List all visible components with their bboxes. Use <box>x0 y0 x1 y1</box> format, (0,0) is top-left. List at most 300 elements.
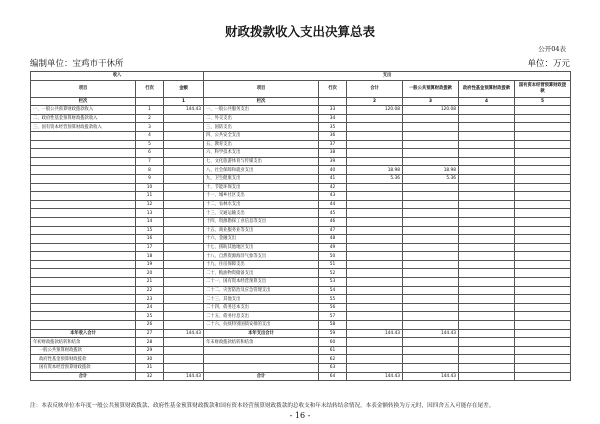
income-amount: 144.43 <box>164 329 204 338</box>
col-item: 项目 <box>31 80 136 97</box>
expense-total <box>347 157 403 166</box>
currency-unit: 单位：万元 <box>527 59 570 69</box>
col-number: 3 <box>403 97 459 106</box>
income-item <box>31 260 136 269</box>
expense-state-capital <box>515 217 571 226</box>
expense-item: 一、一般公共服务支出 <box>204 106 319 115</box>
expense-gov-fund <box>459 295 515 304</box>
expense-item: 十一、城乡社区支出 <box>204 192 319 201</box>
expense-item: 十三、交通运输支出 <box>204 209 319 218</box>
income-line: 30 <box>136 355 164 364</box>
income-amount <box>164 278 204 287</box>
expense-line: 34 <box>319 114 347 123</box>
income-amount <box>164 235 204 244</box>
income-amount <box>164 260 204 269</box>
expense-state-capital <box>515 303 571 312</box>
income-line: 2 <box>136 114 164 123</box>
expense-gov-fund <box>459 200 515 209</box>
income-item: 年初财政拨款结转和结余 <box>31 338 136 347</box>
expense-line: 57 <box>319 312 347 321</box>
expense-item: 本年支出合计 <box>204 329 319 338</box>
table-row <box>31 226 571 235</box>
income-line: 18 <box>136 252 164 261</box>
income-line: 7 <box>136 157 164 166</box>
expense-total <box>347 269 403 278</box>
expense-state-capital <box>515 355 571 364</box>
income-amount <box>164 166 204 175</box>
table-code: 公开04表 <box>538 45 566 53</box>
income-amount <box>164 338 204 347</box>
income-amount <box>164 346 204 355</box>
income-line: 27 <box>136 329 164 338</box>
income-line: 26 <box>136 321 164 330</box>
income-item <box>31 140 136 149</box>
table-row <box>31 174 571 183</box>
expense-state-capital <box>515 260 571 269</box>
expense-line: 64 <box>319 372 347 381</box>
table-row <box>31 364 571 373</box>
table-row <box>31 140 571 149</box>
expense-state-capital <box>515 140 571 149</box>
income-line: 16 <box>136 235 164 244</box>
expense-line: 49 <box>319 243 347 252</box>
expense-line: 37 <box>319 140 347 149</box>
income-item <box>31 166 136 175</box>
expense-state-capital <box>515 157 571 166</box>
expense-general-budget <box>403 312 459 321</box>
table-row <box>31 260 571 269</box>
expense-general-budget <box>403 157 459 166</box>
expense-total <box>347 200 403 209</box>
income-amount: 144.43 <box>164 372 204 381</box>
expense-general-budget <box>403 260 459 269</box>
income-line: 3 <box>136 123 164 132</box>
expense-item: 二十二、灾害防治及应急管理支出 <box>204 286 319 295</box>
income-item <box>31 312 136 321</box>
expense-total <box>347 243 403 252</box>
table-row <box>31 312 571 321</box>
expense-gov-fund <box>459 209 515 218</box>
expense-item: 七、文化旅游体育与传媒支出 <box>204 157 319 166</box>
col-gov-fund: 政府性基金预算财政拨款 <box>459 80 515 97</box>
income-item <box>31 217 136 226</box>
table-row <box>31 321 571 330</box>
expense-item: 九、卫生健康支出 <box>204 174 319 183</box>
income-item: 二、政府性基金预算财政拨款收入 <box>31 114 136 123</box>
expense-general-budget <box>403 192 459 201</box>
expense-item: 十六、金融支出 <box>204 235 319 244</box>
col-line: 行次 <box>136 80 164 97</box>
expense-state-capital <box>515 200 571 209</box>
expense-item: 八、社会保障和就业支出 <box>204 166 319 175</box>
expense-gov-fund <box>459 312 515 321</box>
income-line: 31 <box>136 364 164 373</box>
expense-gov-fund <box>459 140 515 149</box>
expense-line: 39 <box>319 157 347 166</box>
income-line: 15 <box>136 226 164 235</box>
income-line: 29 <box>136 346 164 355</box>
income-item <box>31 157 136 166</box>
col-label: 栏次 <box>204 97 319 106</box>
expense-state-capital <box>515 338 571 347</box>
expense-item: 十、节能环保支出 <box>204 183 319 192</box>
income-line: 20 <box>136 269 164 278</box>
expense-state-capital <box>515 131 571 140</box>
expense-total <box>347 140 403 149</box>
table-row <box>31 183 571 192</box>
income-amount <box>164 252 204 261</box>
table-row <box>31 278 571 287</box>
expense-gov-fund <box>459 114 515 123</box>
table-row <box>31 200 571 209</box>
income-amount <box>164 217 204 226</box>
expense-state-capital <box>515 209 571 218</box>
expense-state-capital <box>515 226 571 235</box>
expense-line: 35 <box>319 123 347 132</box>
expense-item: 四、公共安全支出 <box>204 131 319 140</box>
expense-item: 十二、农林水支出 <box>204 200 319 209</box>
expense-general-budget <box>403 123 459 132</box>
income-item: 本年收入合计 <box>31 329 136 338</box>
expense-item: 合计 <box>204 372 319 381</box>
expense-state-capital <box>515 174 571 183</box>
expense-state-capital <box>515 166 571 175</box>
table-row <box>31 131 571 140</box>
expense-line: 43 <box>319 192 347 201</box>
income-amount <box>164 355 204 364</box>
expense-general-budget <box>403 278 459 287</box>
expense-total <box>347 192 403 201</box>
expense-state-capital <box>515 235 571 244</box>
expense-item: 年末财政拨款结转和结余 <box>204 338 319 347</box>
income-amount <box>164 286 204 295</box>
expense-line: 46 <box>319 217 347 226</box>
income-item: 三、国有资本经营预算财政拨款收入 <box>31 123 136 132</box>
income-header: 收入 <box>31 72 204 81</box>
income-item: 国有资本经营预算财政拨款 <box>31 364 136 373</box>
expense-item: 三、国防支出 <box>204 123 319 132</box>
table-row <box>31 123 571 132</box>
expense-line: 53 <box>319 278 347 287</box>
expense-state-capital <box>515 149 571 158</box>
expense-general-budget <box>403 269 459 278</box>
expense-line: 38 <box>319 149 347 158</box>
table-row <box>31 295 571 304</box>
income-line: 5 <box>136 140 164 149</box>
income-line: 21 <box>136 278 164 287</box>
expense-gov-fund <box>459 243 515 252</box>
expense-general-budget <box>403 140 459 149</box>
expense-general-budget <box>403 217 459 226</box>
income-item <box>31 226 136 235</box>
table-row <box>31 252 571 261</box>
expense-gov-fund <box>459 226 515 235</box>
expense-general-budget <box>403 114 459 123</box>
income-amount <box>164 149 204 158</box>
income-item <box>31 131 136 140</box>
income-amount <box>164 226 204 235</box>
expense-line: 42 <box>319 183 347 192</box>
expense-state-capital <box>515 295 571 304</box>
income-line: 1 <box>136 106 164 115</box>
income-item <box>31 200 136 209</box>
expense-gov-fund <box>459 166 515 175</box>
table-row <box>31 106 571 115</box>
expense-general-budget <box>403 235 459 244</box>
income-line: 9 <box>136 174 164 183</box>
income-line: 6 <box>136 149 164 158</box>
expense-line: 40 <box>319 166 347 175</box>
expense-gov-fund <box>459 235 515 244</box>
expense-general-budget <box>403 338 459 347</box>
expense-item: 二、外交支出 <box>204 114 319 123</box>
expense-general-budget <box>403 303 459 312</box>
expense-gov-fund <box>459 183 515 192</box>
expense-line: 48 <box>319 235 347 244</box>
expense-gov-fund <box>459 372 515 381</box>
income-amount <box>164 312 204 321</box>
expense-general-budget <box>403 149 459 158</box>
expense-total: 144.43 <box>347 329 403 338</box>
expense-state-capital <box>515 321 571 330</box>
col-label: 栏次 <box>31 97 136 106</box>
expense-general-budget <box>403 252 459 261</box>
expense-general-budget: 144.43 <box>403 329 459 338</box>
income-amount <box>164 114 204 123</box>
expense-total: 144.43 <box>347 372 403 381</box>
expense-general-budget <box>403 321 459 330</box>
expense-line: 51 <box>319 260 347 269</box>
income-line: 13 <box>136 209 164 218</box>
expense-gov-fund <box>459 355 515 364</box>
expense-item: 二十、粮油物资储备支出 <box>204 269 319 278</box>
expense-gov-fund <box>459 269 515 278</box>
income-amount <box>164 303 204 312</box>
table-row <box>31 217 571 226</box>
expense-gov-fund <box>459 338 515 347</box>
expense-line: 56 <box>319 303 347 312</box>
expense-total <box>347 149 403 158</box>
expense-line: 36 <box>319 131 347 140</box>
expense-general-budget <box>403 209 459 218</box>
expense-state-capital <box>515 278 571 287</box>
expense-total <box>347 226 403 235</box>
income-line: 14 <box>136 217 164 226</box>
table-row <box>31 346 571 355</box>
income-item: 一般公共预算财政拨款 <box>31 346 136 355</box>
income-line: 28 <box>136 338 164 347</box>
income-item <box>31 243 136 252</box>
expense-total <box>347 303 403 312</box>
expense-item: 十七、援助其他地区支出 <box>204 243 319 252</box>
table-row <box>31 235 571 244</box>
expense-item: 二十五、债务付息支出 <box>204 312 319 321</box>
table-row <box>31 157 571 166</box>
table-row <box>31 329 571 338</box>
expense-line: 52 <box>319 269 347 278</box>
expense-total <box>347 321 403 330</box>
col-number: 2 <box>347 97 403 106</box>
expense-gov-fund <box>459 174 515 183</box>
income-item <box>31 174 136 183</box>
income-line: 17 <box>136 243 164 252</box>
expense-total <box>347 252 403 261</box>
expense-gov-fund <box>459 286 515 295</box>
income-item <box>31 209 136 218</box>
col-total: 合计 <box>347 80 403 97</box>
income-item <box>31 183 136 192</box>
expense-line: 55 <box>319 295 347 304</box>
expense-gov-fund <box>459 364 515 373</box>
expense-total <box>347 131 403 140</box>
expense-gov-fund <box>459 123 515 132</box>
income-line: 23 <box>136 295 164 304</box>
col-amount: 金额 <box>164 80 204 97</box>
expense-general-budget: 5.36 <box>403 174 459 183</box>
expense-state-capital <box>515 243 571 252</box>
expense-total <box>347 260 403 269</box>
expense-gov-fund <box>459 157 515 166</box>
income-line: 19 <box>136 260 164 269</box>
table-row <box>31 166 571 175</box>
col-number: 4 <box>459 97 515 106</box>
expense-gov-fund <box>459 217 515 226</box>
income-line: 25 <box>136 312 164 321</box>
expense-line: 33 <box>319 106 347 115</box>
income-item <box>31 192 136 201</box>
expense-total <box>347 355 403 364</box>
income-amount <box>164 140 204 149</box>
column-header-row <box>31 80 571 97</box>
table-row <box>31 338 571 347</box>
expense-gov-fund <box>459 260 515 269</box>
expense-gov-fund <box>459 346 515 355</box>
table-row <box>31 355 571 364</box>
income-item <box>31 286 136 295</box>
page-number: - 16 - <box>289 411 311 420</box>
expense-general-budget <box>403 364 459 373</box>
expense-item: 十五、商业服务业等支出 <box>204 226 319 235</box>
expense-item <box>204 346 319 355</box>
expense-line: 54 <box>319 286 347 295</box>
expense-line: 59 <box>319 329 347 338</box>
expense-gov-fund <box>459 192 515 201</box>
table-row <box>31 209 571 218</box>
expense-line: 58 <box>319 321 347 330</box>
income-item <box>31 269 136 278</box>
income-amount <box>164 321 204 330</box>
income-item: 政府性基金预算财政拨款 <box>31 355 136 364</box>
table-row <box>31 243 571 252</box>
income-amount <box>164 131 204 140</box>
income-item <box>31 252 136 261</box>
expense-total <box>347 183 403 192</box>
expense-state-capital <box>515 372 571 381</box>
col-item: 项目 <box>204 80 319 97</box>
expense-item <box>204 364 319 373</box>
expense-state-capital <box>515 106 571 115</box>
compiling-unit: 编制单位：宝鸡市干休所 <box>30 59 124 69</box>
expense-gov-fund <box>459 329 515 338</box>
income-item <box>31 303 136 312</box>
expense-total <box>347 209 403 218</box>
empty-cell <box>319 97 347 106</box>
income-item <box>31 235 136 244</box>
col-general-budget: 一般公共预算财政拨款 <box>403 80 459 97</box>
expense-general-budget <box>403 226 459 235</box>
expense-total: 120.08 <box>347 106 403 115</box>
expense-item: 十八、自然资源海洋气象等支出 <box>204 252 319 261</box>
income-line: 11 <box>136 192 164 201</box>
expense-state-capital <box>515 114 571 123</box>
expense-general-budget <box>403 295 459 304</box>
income-amount <box>164 174 204 183</box>
expense-general-budget: 18.98 <box>403 166 459 175</box>
expense-item: 二十三、其他支出 <box>204 295 319 304</box>
expense-line: 60 <box>319 338 347 347</box>
report-title: 财政拨款收入支出决算总表 <box>224 24 375 39</box>
expense-state-capital <box>515 346 571 355</box>
table-row <box>31 269 571 278</box>
expense-state-capital <box>515 364 571 373</box>
income-line: 4 <box>136 131 164 140</box>
expense-gov-fund <box>459 149 515 158</box>
expense-line: 41 <box>319 174 347 183</box>
income-amount <box>164 364 204 373</box>
expense-total: 18.98 <box>347 166 403 175</box>
expense-state-capital <box>515 183 571 192</box>
expense-header: 支出 <box>204 72 571 81</box>
income-amount <box>164 192 204 201</box>
income-amount <box>164 200 204 209</box>
column-number-row <box>31 97 571 106</box>
col-state-capital: 国有资本经营预算财政拨款 <box>515 80 571 97</box>
income-line: 8 <box>136 166 164 175</box>
expense-item: 五、教育支出 <box>204 140 319 149</box>
table-row <box>31 114 571 123</box>
col-number: 5 <box>515 97 571 106</box>
expense-line: 44 <box>319 200 347 209</box>
income-item <box>31 149 136 158</box>
income-item: 合计 <box>31 372 136 381</box>
expense-line: 63 <box>319 364 347 373</box>
expense-state-capital <box>515 269 571 278</box>
expense-total <box>347 235 403 244</box>
footnote: 注：本表反映单位本年度一般公共预算财政拨款、政府性基金预算财政拨款和国有资本经营预算财政拨款的总收支和年末结转结余情况。本表金额转换为万元时，因四舍五入可能存在尾差。 <box>30 403 495 409</box>
income-amount <box>164 295 204 304</box>
expense-gov-fund <box>459 278 515 287</box>
expense-general-budget <box>403 200 459 209</box>
expense-item: 二十四、债务还本支出 <box>204 303 319 312</box>
expense-general-budget <box>403 346 459 355</box>
expense-general-budget: 120.08 <box>403 106 459 115</box>
expense-state-capital <box>515 123 571 132</box>
expense-general-budget: 144.43 <box>403 372 459 381</box>
expense-line: 50 <box>319 252 347 261</box>
expense-item: 二十一、国有资本经营预算支出 <box>204 278 319 287</box>
income-amount <box>164 123 204 132</box>
expense-gov-fund <box>459 106 515 115</box>
income-line: 32 <box>136 372 164 381</box>
income-line: 12 <box>136 200 164 209</box>
income-amount <box>164 269 204 278</box>
expense-line: 45 <box>319 209 347 218</box>
income-item <box>31 295 136 304</box>
expense-total <box>347 364 403 373</box>
expense-item <box>204 355 319 364</box>
expense-total <box>347 346 403 355</box>
expense-line: 62 <box>319 355 347 364</box>
